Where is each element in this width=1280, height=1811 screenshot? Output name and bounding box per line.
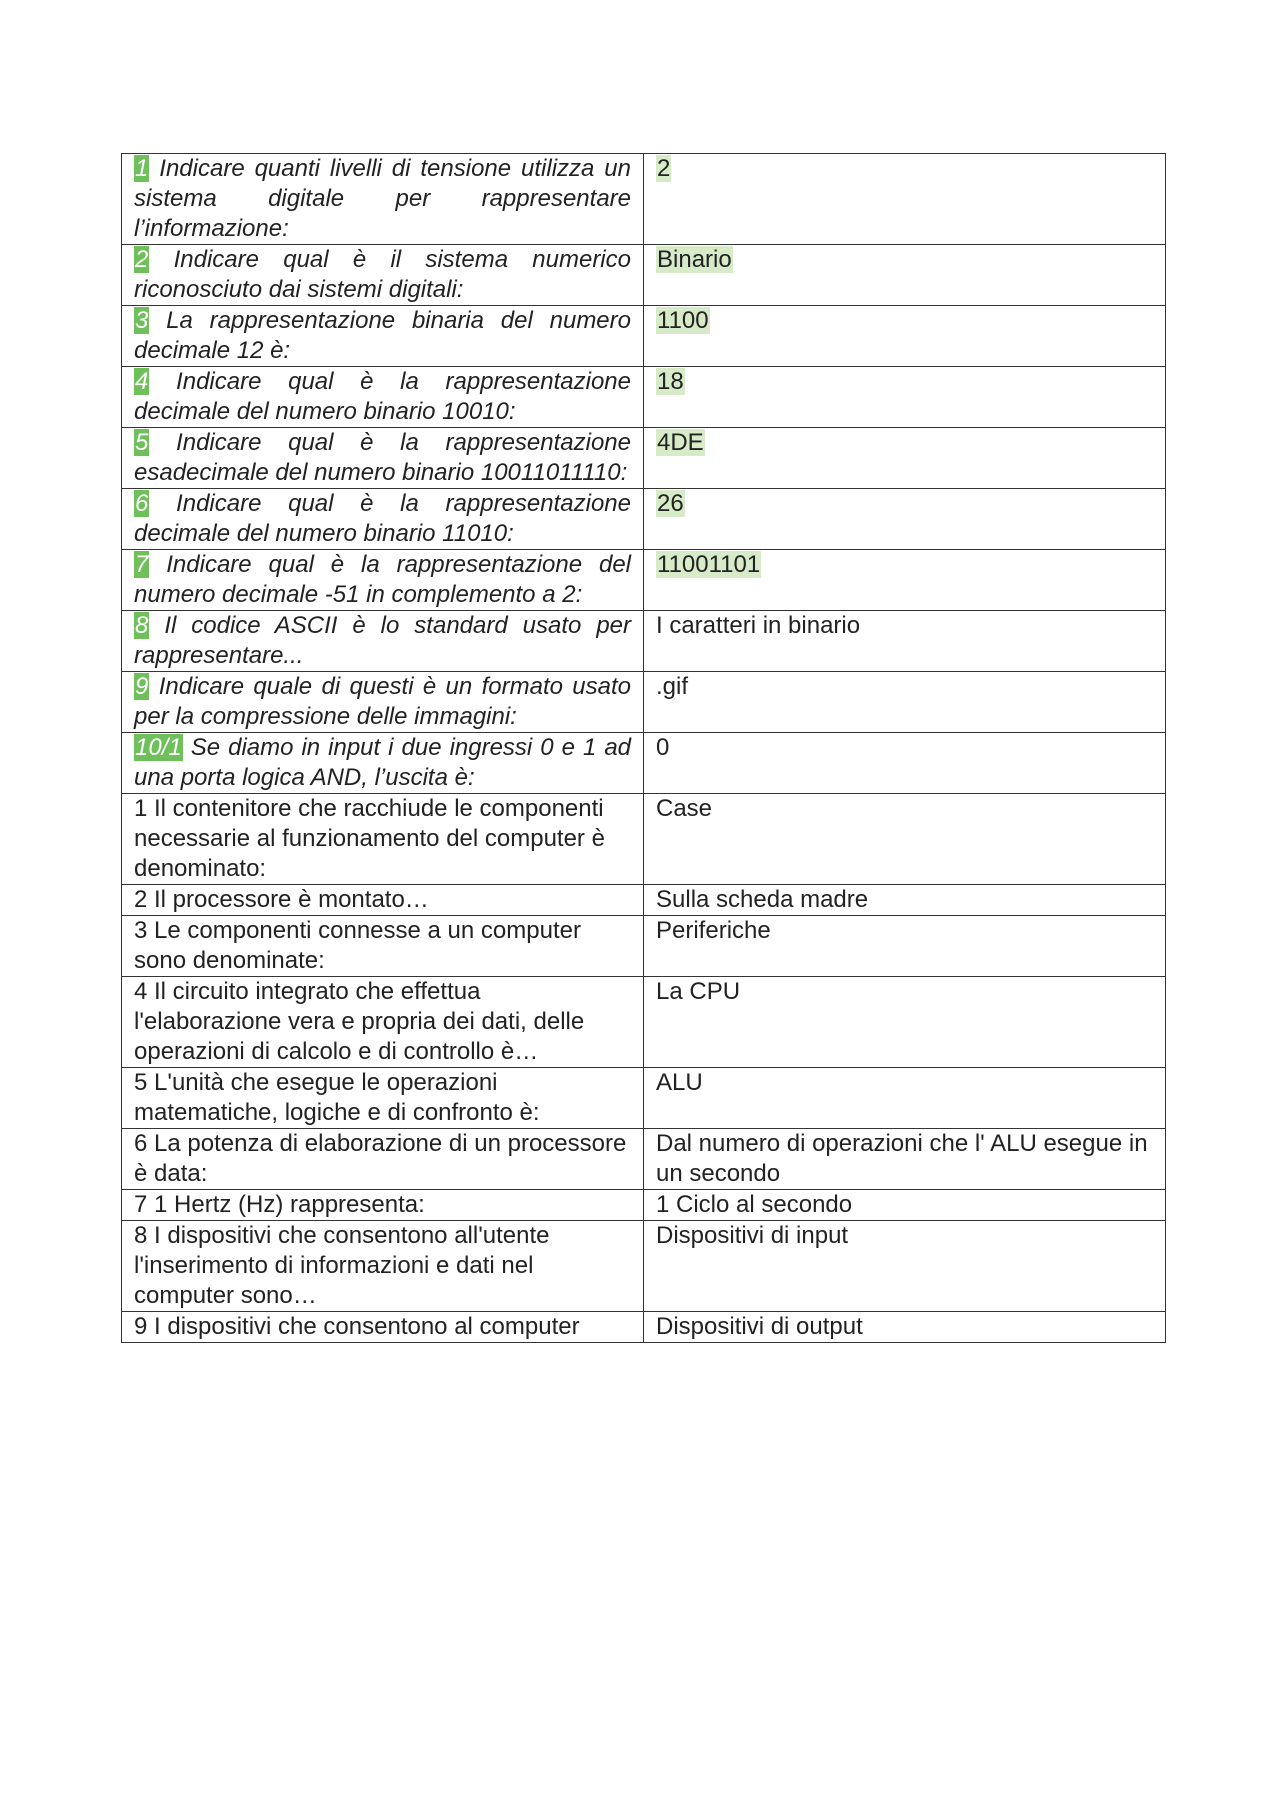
question-cell <box>122 154 644 245</box>
answer-cell <box>644 733 1166 794</box>
table-row <box>122 611 1166 672</box>
answer-cell <box>644 611 1166 672</box>
table-row <box>122 1068 1166 1129</box>
answer-text: 4DE <box>657 429 704 456</box>
question-number: 6 <box>135 490 149 517</box>
answer-cell <box>644 550 1166 611</box>
table-row <box>122 672 1166 733</box>
question-number: 7 <box>135 551 149 578</box>
question-cell <box>122 550 644 611</box>
table-row <box>122 1129 1166 1190</box>
quiz-table-body <box>122 154 1166 1343</box>
table-row <box>122 733 1166 794</box>
answer-cell: Periferiche <box>644 916 1166 977</box>
question-text: Indicare qual è il sistema numerico riconosciuto dai sistemi digitali: <box>134 246 631 303</box>
table-row <box>122 428 1166 489</box>
question-text: Indicare quanti livelli di tensione utilizza un sistema digitale per rappresentare l’informazione: <box>134 155 632 242</box>
answer-cell: Dispositivi di input <box>644 1221 1166 1312</box>
table-row <box>122 885 1166 916</box>
question-cell <box>122 733 644 794</box>
question-cell <box>122 306 644 367</box>
question-text: Indicare qual è la rappresentazione decimale del numero binario 11010: <box>134 490 632 547</box>
answer-cell: Dispositivi di output <box>644 1312 1166 1343</box>
question-number: 10/1 <box>135 734 182 761</box>
question-cell <box>122 489 644 550</box>
question-text: Indicare quale di questi è un formato usato per la compressione delle immagini: <box>134 673 631 730</box>
answer-cell <box>644 428 1166 489</box>
answer-cell <box>644 489 1166 550</box>
answer-text: I caratteri in binario <box>656 612 861 639</box>
table-row <box>122 489 1166 550</box>
question-cell: 8 I dispositivi che consentono all'utente l'inserimento di informazioni e dati nel computer sono… <box>122 1221 644 1312</box>
table-row <box>122 367 1166 428</box>
table-row <box>122 550 1166 611</box>
answer-text: 18 <box>657 368 684 395</box>
question-cell <box>122 428 644 489</box>
question-cell <box>122 245 644 306</box>
question-number: 8 <box>135 612 149 639</box>
question-text: La rappresentazione binaria del numero decimale 12 è: <box>134 307 631 364</box>
question-text: Indicare qual è la rappresentazione del numero decimale -51 in complemento a 2: <box>134 551 631 608</box>
question-cell <box>122 611 644 672</box>
answer-cell: Dal numero di operazioni che l' ALU esegue in un secondo <box>644 1129 1166 1190</box>
table-row <box>122 916 1166 977</box>
table-row <box>122 1312 1166 1343</box>
question-text: Indicare qual è la rappresentazione esadecimale del numero binario 10011011110: <box>134 429 632 486</box>
question-cell: 5 L'unità che esegue le operazioni matematiche, logiche e di confronto è: <box>122 1068 644 1129</box>
answer-cell <box>644 245 1166 306</box>
question-number: 5 <box>135 429 149 456</box>
answer-text: 11001101 <box>657 551 761 578</box>
question-cell: 7 1 Hertz (Hz) rappresenta: <box>122 1190 644 1221</box>
question-cell: 4 Il circuito integrato che effettua l'elaborazione vera e propria dei dati, delle operazioni di calcolo e di controllo è… <box>122 977 644 1068</box>
answer-cell <box>644 367 1166 428</box>
answer-text: 1100 <box>657 307 709 334</box>
question-number: 1 <box>135 155 149 182</box>
question-number: 9 <box>135 673 149 700</box>
table-row <box>122 306 1166 367</box>
question-number: 2 <box>135 246 149 273</box>
answer-cell: La CPU <box>644 977 1166 1068</box>
answer-text: 26 <box>657 490 684 517</box>
question-text: Il codice ASCII è lo standard usato per rappresentare... <box>134 612 632 669</box>
question-cell: 6 La potenza di elaborazione di un processore è data: <box>122 1129 644 1190</box>
answer-cell <box>644 672 1166 733</box>
question-cell: 2 Il processore è montato… <box>122 885 644 916</box>
table-row <box>122 977 1166 1068</box>
table-row <box>122 1190 1166 1221</box>
question-number: 3 <box>135 307 149 334</box>
answer-cell <box>644 306 1166 367</box>
table-row <box>122 794 1166 885</box>
answer-text: 0 <box>656 734 670 761</box>
answer-cell: ALU <box>644 1068 1166 1129</box>
table-row <box>122 154 1166 245</box>
answer-text: Binario <box>657 246 732 273</box>
table-row <box>122 1221 1166 1312</box>
question-text: Se diamo in input i due ingressi 0 e 1 ad una porta logica AND, l’uscita è: <box>134 734 632 791</box>
question-cell: 9 I dispositivi che consentono al computer <box>122 1312 644 1343</box>
table-row <box>122 245 1166 306</box>
answer-text: 2 <box>657 155 671 182</box>
question-cell <box>122 367 644 428</box>
answer-cell <box>644 154 1166 245</box>
answer-cell: Sulla scheda madre <box>644 885 1166 916</box>
answer-cell: Case <box>644 794 1166 885</box>
quiz-table <box>121 153 1166 1343</box>
question-text: Indicare qual è la rappresentazione decimale del numero binario 10010: <box>134 368 632 425</box>
question-cell: 1 Il contenitore che racchiude le componenti necessarie al funzionamento del computer è denominato: <box>122 794 644 885</box>
question-cell <box>122 672 644 733</box>
answer-cell: 1 Ciclo al secondo <box>644 1190 1166 1221</box>
question-cell: 3 Le componenti connesse a un computer sono denominate: <box>122 916 644 977</box>
question-number: 4 <box>135 368 149 395</box>
answer-text: .gif <box>656 673 689 700</box>
